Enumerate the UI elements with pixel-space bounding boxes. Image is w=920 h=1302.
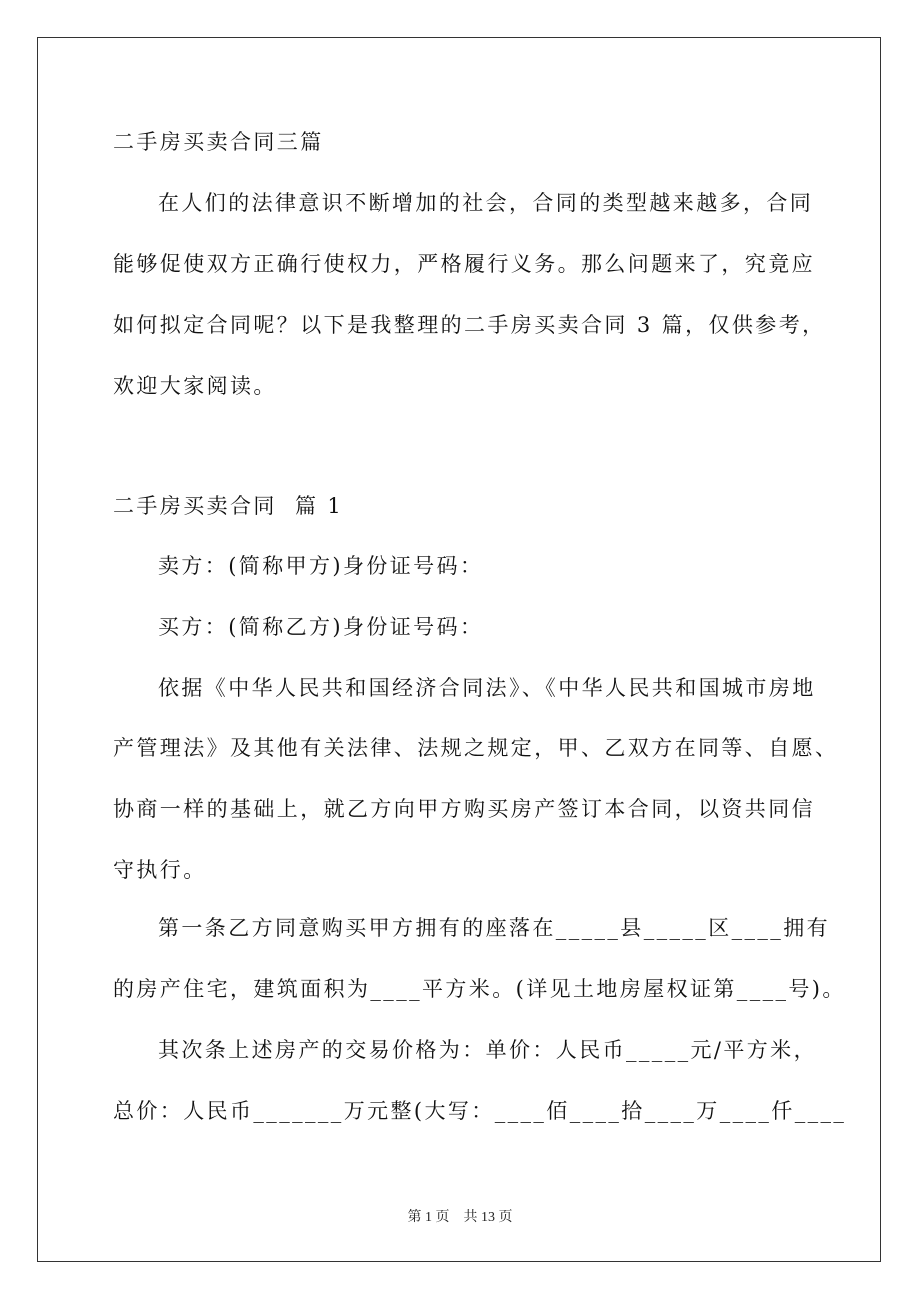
page-border: [37, 37, 881, 1262]
page-number-footer: 第 1 页 共 13 页: [407, 1210, 513, 1225]
intro-paragraph-line: 能够促使双方正确行使权力，严格履行义务。那么问题来了，究竟应: [113, 252, 815, 276]
intro-paragraph-line: 在人们的法律意识不断增加的社会，合同的类型越来越多，合同: [158, 191, 814, 215]
basis-paragraph-line: 协商一样的基础上，就乙方向甲方购买房产签订本合同，以资共同信: [113, 797, 815, 821]
basis-paragraph-line: 守执行。: [113, 858, 207, 882]
article-1-line: 的房产住宅，建筑面积为____平方米。(详见土地房屋权证第____号)。: [113, 977, 846, 1001]
intro-paragraph-line: 如何拟定合同呢？以下是我整理的二手房买卖合同 3 篇，仅供参考，: [113, 313, 826, 337]
buyer-line: 买方：(简称乙方)身份证号码：: [158, 615, 484, 639]
article-1-line: 第一条乙方同意购买甲方拥有的座落在_____县_____区____拥有: [158, 916, 830, 940]
document-title: 二手房买卖合同三篇: [113, 130, 324, 154]
seller-line: 卖方：(简称甲方)身份证号码：: [158, 554, 484, 578]
intro-paragraph-line: 欢迎大家阅读。: [113, 374, 277, 398]
article-2-line: 其次条上述房产的交易价格为：单价：人民币_____元/平方米，: [158, 1038, 817, 1062]
article-2-line: 总价：人民币_______万元整(大写：____佰____拾____万____仟____: [113, 1099, 847, 1123]
basis-paragraph-line: 依据《中华人民共和国经济合同法》、《中华人民共和国城市房地: [158, 676, 816, 700]
basis-paragraph-line: 产管理法》及其他有关法律、法规之规定，甲、乙双方在同等、自愿、: [113, 736, 839, 760]
section-title: 二手房买卖合同 篇 1: [113, 494, 344, 518]
